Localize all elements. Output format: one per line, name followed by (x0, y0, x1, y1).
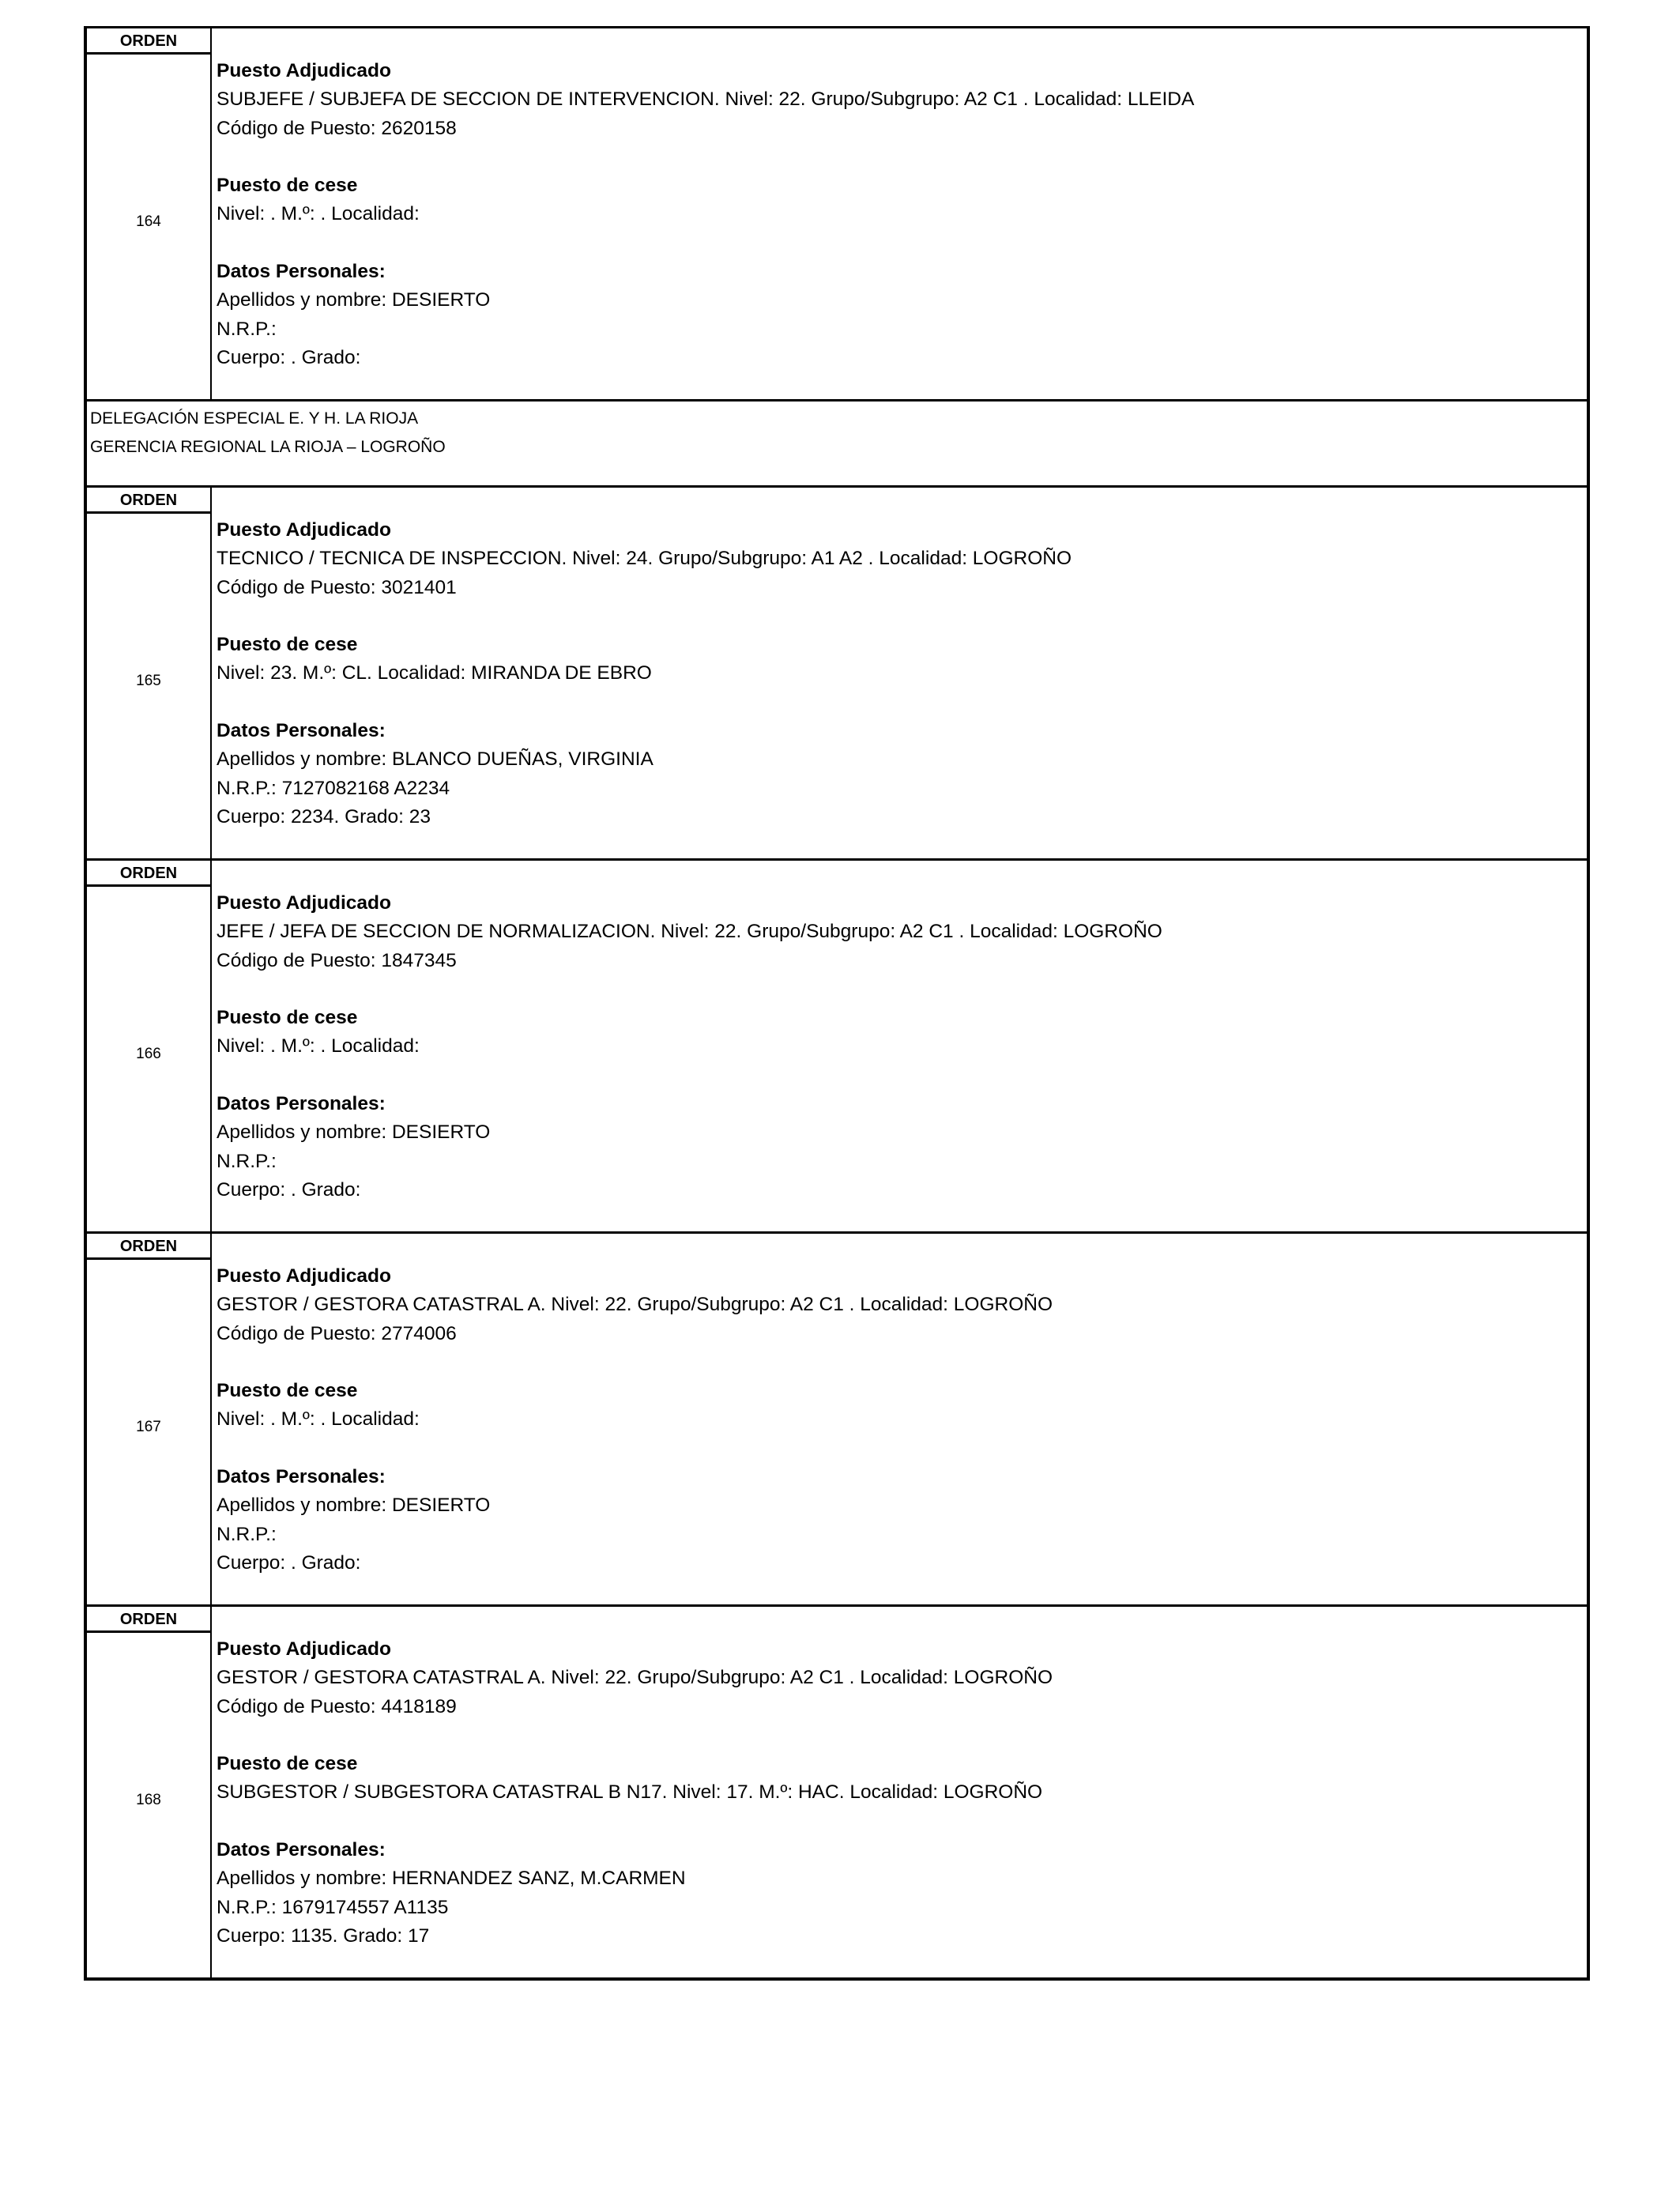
orden-label: ORDEN (87, 488, 210, 514)
codigo-puesto: Código de Puesto: 4418189 (217, 1695, 457, 1717)
codigo-puesto: Código de Puesto: 1847345 (217, 949, 457, 971)
puesto-description: TECNICO / TECNICA DE INSPECCION. Nivel: 24. Grupo/Subgrupo: A1 A2 . Localidad: LOGROÑO (217, 548, 1072, 570)
puesto-cese-heading: Puesto de cese (217, 1380, 358, 1402)
orden-label: ORDEN (87, 28, 210, 55)
orden-number: 167 (136, 1419, 161, 1435)
cuerpo-grado: Cuerpo: . Grado: (217, 1178, 361, 1201)
codigo-puesto: Código de Puesto: 2774006 (217, 1322, 457, 1344)
puesto-cese-heading: Puesto de cese (217, 175, 358, 197)
orden-column (87, 861, 212, 1231)
cuerpo-grado: Cuerpo: 2234. Grado: 23 (217, 805, 431, 827)
entry-content (217, 516, 1580, 831)
datos-personales-heading: Datos Personales: (217, 1839, 386, 1861)
codigo-puesto: Código de Puesto: 2620158 (217, 117, 457, 139)
orden-label: ORDEN (87, 1607, 210, 1633)
puesto-cese-details: Nivel: . M.º: . Localidad: (217, 1408, 420, 1431)
orden-number: 168 (136, 1792, 161, 1808)
puesto-adjudicado-heading: Puesto Adjudicado (217, 60, 391, 81)
cuerpo-grado: Cuerpo: . Grado: (217, 346, 361, 368)
nrp: N.R.P.: 7127082168 A2234 (217, 777, 450, 799)
entry-content (217, 1635, 1580, 1951)
assignment-entry (87, 1604, 1587, 1977)
orden-column (87, 28, 212, 399)
orden-column (87, 1234, 212, 1604)
codigo-puesto: Código de Puesto: 3021401 (217, 576, 457, 598)
puesto-cese-details: Nivel: . M.º: . Localidad: (217, 203, 420, 225)
delegacion-name: DELEGACIÓN ESPECIAL E. Y H. LA RIOJA (90, 409, 419, 428)
datos-personales-heading: Datos Personales: (217, 720, 386, 742)
nrp: N.R.P.: (217, 318, 277, 340)
orden-label: ORDEN (87, 1234, 210, 1260)
puesto-adjudicado-heading: Puesto Adjudicado (217, 1638, 391, 1660)
entry-content (217, 1262, 1580, 1578)
assignment-entry (87, 26, 1587, 399)
gerencia-name: GERENCIA REGIONAL LA RIOJA – LOGROÑO (90, 438, 446, 456)
puesto-cese-details: SUBGESTOR / SUBGESTORA CATASTRAL B N17. Nivel: 17. M.º: HAC. Localidad: LOGROÑO (217, 1781, 1043, 1804)
orden-number: 165 (136, 673, 161, 689)
puesto-adjudicado-heading: Puesto Adjudicado (217, 1265, 391, 1287)
puesto-description: SUBJEFE / SUBJEFA DE SECCION DE INTERVENCION. Nivel: 22. Grupo/Subgrupo: A2 C1 . Localidad: LLEIDA (217, 89, 1195, 111)
nrp: N.R.P.: 1679174557 A1135 (217, 1896, 449, 1918)
puesto-cese-details: Nivel: 23. M.º: CL. Localidad: MIRANDA DE EBRO (217, 662, 652, 684)
puesto-adjudicado-heading: Puesto Adjudicado (217, 892, 391, 914)
datos-personales-heading: Datos Personales: (217, 1466, 386, 1488)
puesto-description: GESTOR / GESTORA CATASTRAL A. Nivel: 22. Grupo/Subgrupo: A2 C1 . Localidad: LOGROÑO (217, 1294, 1053, 1316)
puesto-cese-heading: Puesto de cese (217, 1007, 358, 1029)
apellidos-nombre: Apellidos y nombre: DESIERTO (217, 1495, 491, 1517)
datos-personales-heading: Datos Personales: (217, 261, 386, 283)
nrp: N.R.P.: (217, 1150, 277, 1172)
cuerpo-grado: Cuerpo: 1135. Grado: 17 (217, 1924, 430, 1947)
apellidos-nombre: Apellidos y nombre: DESIERTO (217, 1122, 491, 1144)
apellidos-nombre: Apellidos y nombre: DESIERTO (217, 289, 491, 311)
assignment-table (84, 26, 1590, 1981)
assignment-entry (87, 858, 1587, 1231)
orden-number: 164 (136, 213, 161, 230)
cuerpo-grado: Cuerpo: . Grado: (217, 1551, 361, 1574)
orden-number: 166 (136, 1046, 161, 1062)
puesto-cese-heading: Puesto de cese (217, 634, 358, 656)
entry-content (217, 889, 1580, 1204)
datos-personales-heading: Datos Personales: (217, 1093, 386, 1115)
orden-label: ORDEN (87, 861, 210, 887)
orden-column (87, 488, 212, 858)
apellidos-nombre: Apellidos y nombre: BLANCO DUEÑAS, VIRGINIA (217, 748, 654, 771)
assignment-entry (87, 1231, 1587, 1604)
puesto-description: JEFE / JEFA DE SECCION DE NORMALIZACION. Nivel: 22. Grupo/Subgrupo: A2 C1 . Localidad: LOGROÑO (217, 921, 1162, 943)
orden-column (87, 1607, 212, 1977)
puesto-cese-details: Nivel: . M.º: . Localidad: (217, 1035, 420, 1057)
section-header (87, 399, 1587, 485)
puesto-adjudicado-heading: Puesto Adjudicado (217, 519, 391, 541)
nrp: N.R.P.: (217, 1523, 277, 1545)
puesto-cese-heading: Puesto de cese (217, 1753, 358, 1775)
puesto-description: GESTOR / GESTORA CATASTRAL A. Nivel: 22. Grupo/Subgrupo: A2 C1 . Localidad: LOGROÑO (217, 1667, 1053, 1689)
apellidos-nombre: Apellidos y nombre: HERNANDEZ SANZ, M.CARMEN (217, 1868, 686, 1890)
entry-content (217, 57, 1580, 372)
assignment-entry (87, 485, 1587, 858)
